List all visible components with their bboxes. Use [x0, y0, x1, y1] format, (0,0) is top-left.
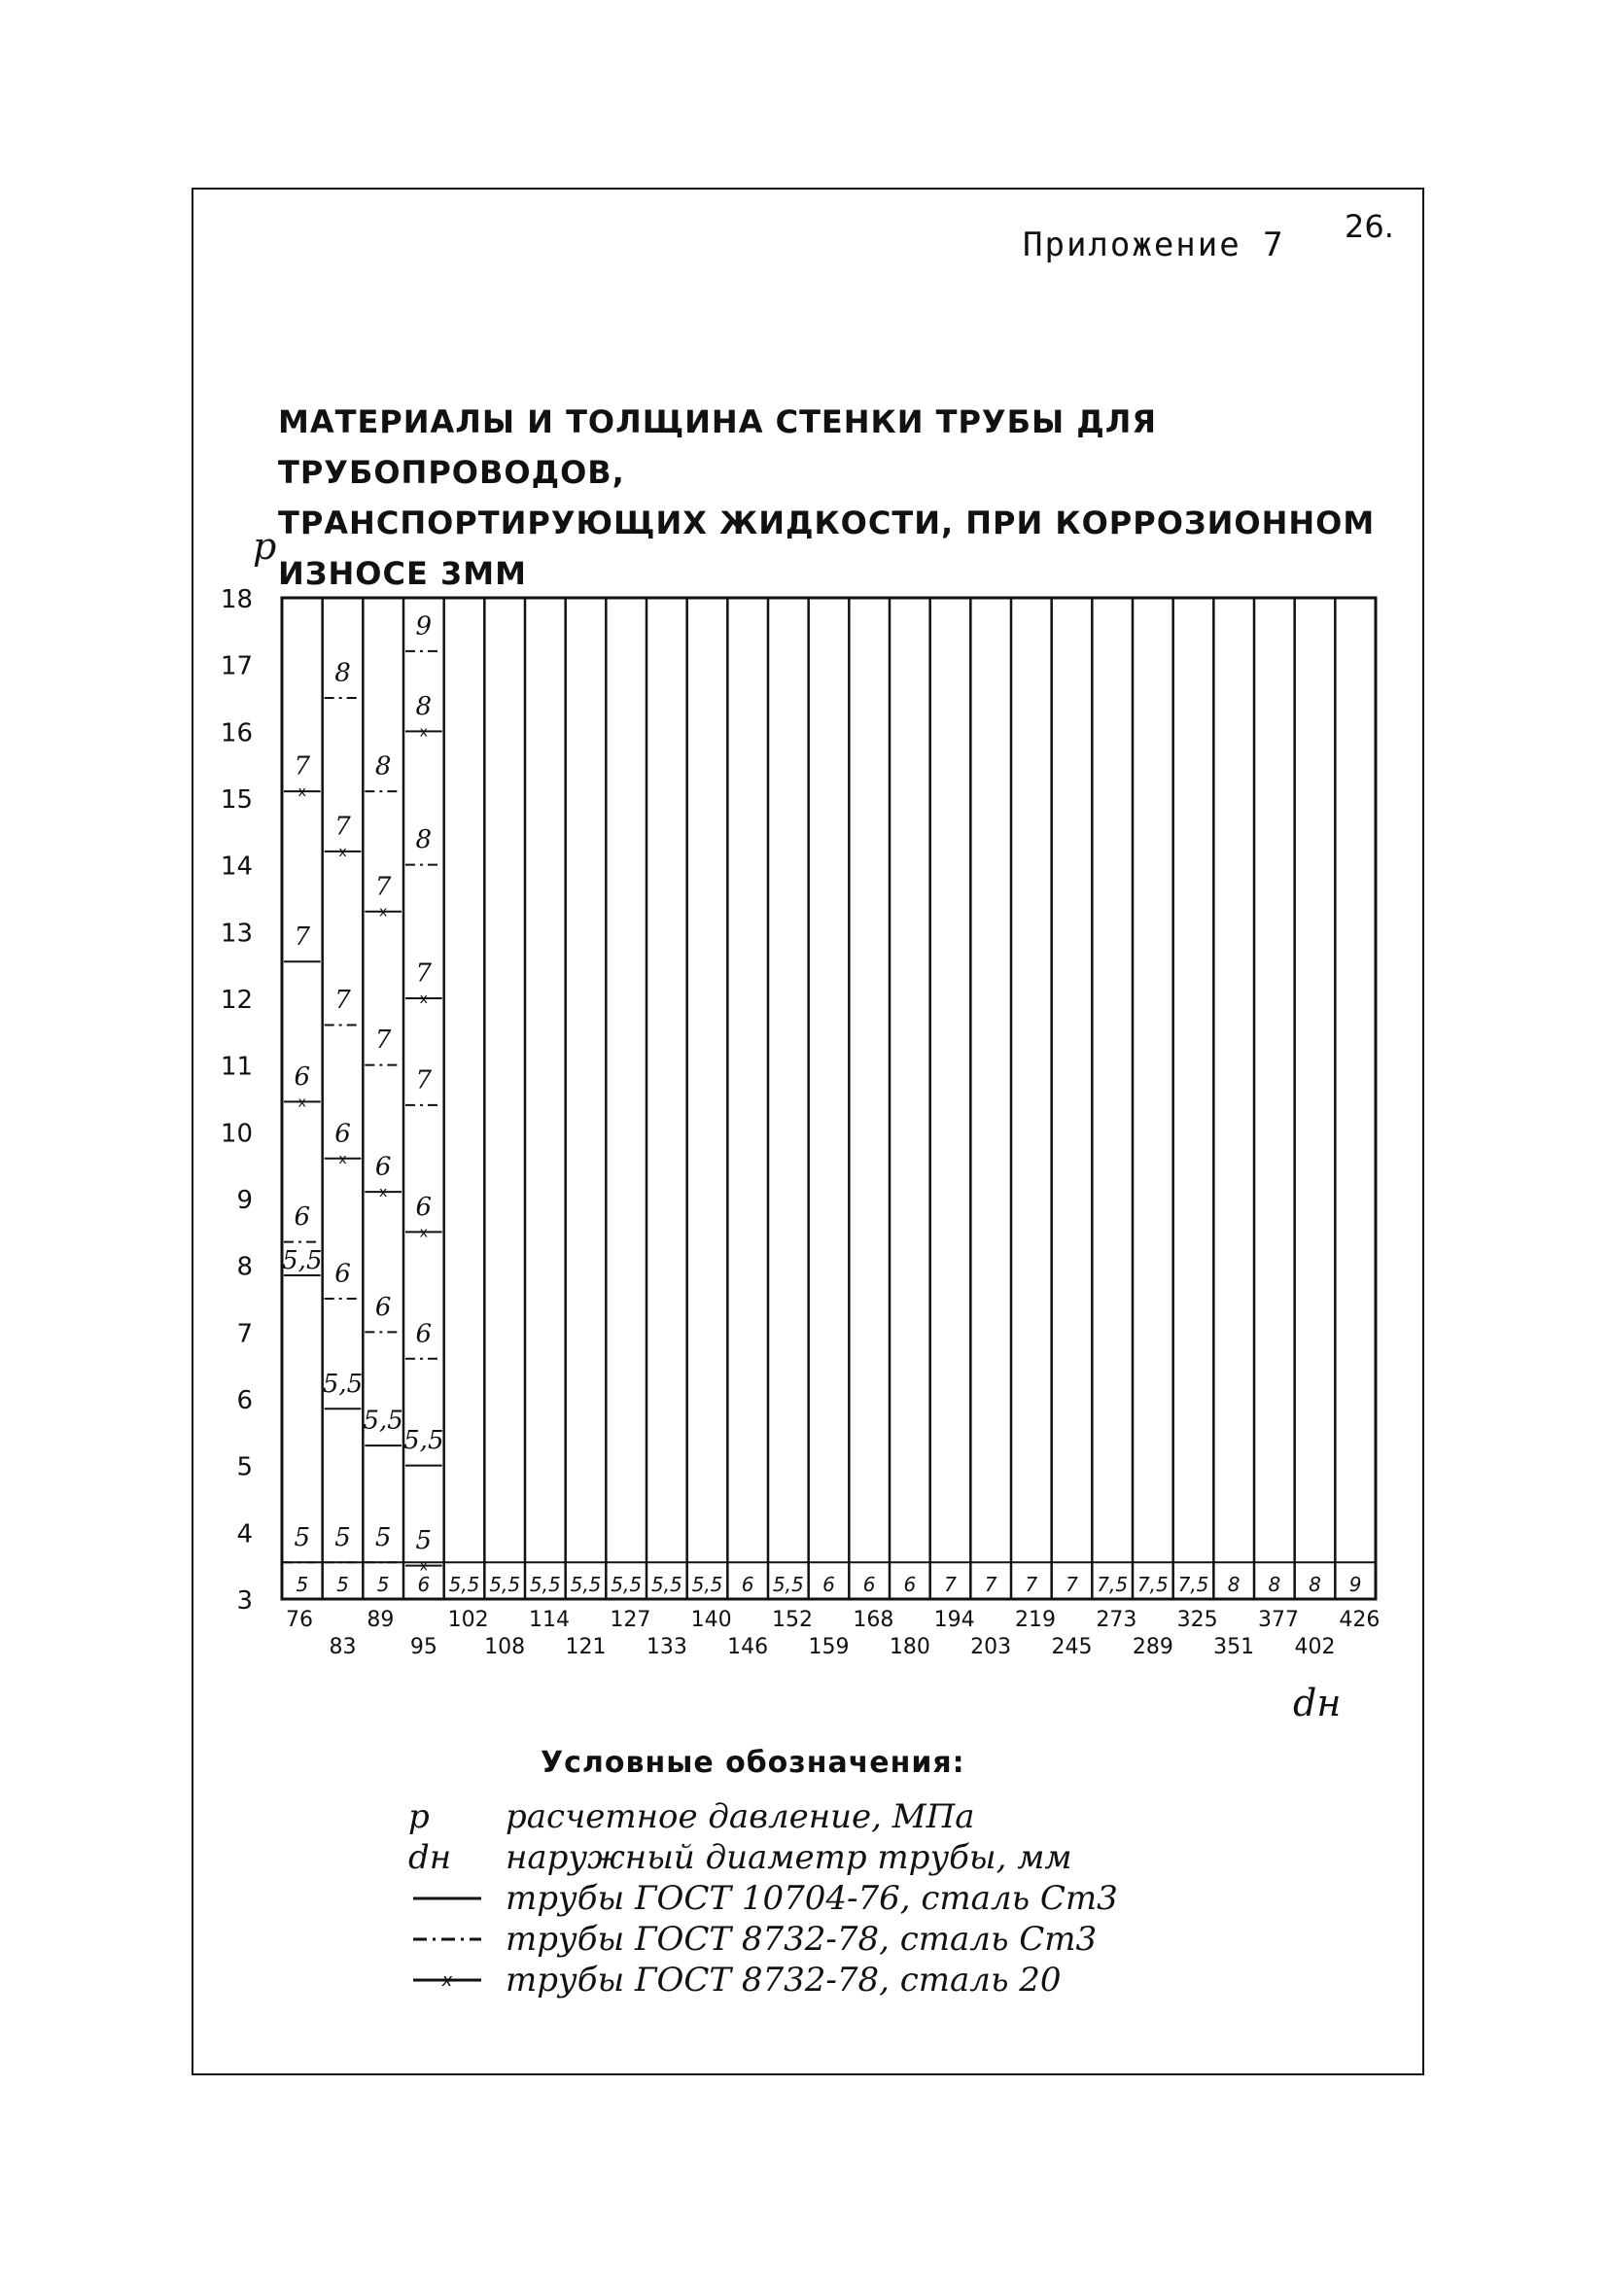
x-tick-label: 377	[1258, 1608, 1299, 1632]
legend-line-x-icon	[408, 1970, 506, 1990]
x-tick-label: 95	[409, 1635, 437, 1659]
bottom-row-value: 5,5	[489, 1573, 521, 1596]
segment-label: 8	[415, 825, 433, 855]
segment-label: 7	[415, 958, 433, 989]
segment-label: 5,5	[282, 1245, 323, 1275]
bottom-row-value: 6	[822, 1573, 835, 1596]
bottom-row-value: 7	[984, 1573, 997, 1596]
segment-label: 5	[294, 1522, 311, 1552]
segment-x-mark: x	[379, 904, 388, 921]
x-tick-label: 127	[610, 1608, 651, 1632]
segment-x-mark: x	[419, 991, 428, 1007]
y-tick-label: 12	[220, 986, 253, 1015]
x-axis-label: dн	[1293, 1682, 1342, 1724]
x-tick-label: 108	[484, 1635, 526, 1659]
bottom-row-value: 9	[1348, 1573, 1362, 1596]
segment-label: 6	[374, 1292, 392, 1322]
segment-label: 5,5	[403, 1426, 444, 1456]
bottom-row-value: 7	[944, 1573, 957, 1596]
bottom-row-value: 6	[903, 1573, 917, 1596]
bottom-row-value: 5,5	[448, 1573, 480, 1596]
segment-label: 6	[374, 1152, 392, 1182]
page-number: 26.	[1345, 208, 1394, 245]
legend-line-dashdot-icon	[408, 1930, 506, 1949]
x-tick-label: 133	[646, 1635, 687, 1659]
x-tick-label: 89	[367, 1608, 395, 1632]
legend-line-solid-icon	[408, 1889, 506, 1908]
legend-text-p: расчетное давление, МПа	[506, 1797, 975, 1836]
x-tick-label: 102	[447, 1608, 489, 1632]
y-tick-label: 6	[236, 1386, 253, 1415]
bottom-row-value: 7	[1025, 1573, 1038, 1596]
legend	[408, 1796, 1118, 2000]
bottom-row-value: 5,5	[529, 1573, 561, 1596]
segment-label: 5	[374, 1522, 392, 1552]
x-tick-label: 351	[1213, 1635, 1255, 1659]
segment-label: 7	[374, 1026, 392, 1056]
x-tick-label: 140	[690, 1608, 732, 1632]
bottom-row-value: 6	[417, 1573, 431, 1596]
bottom-row-value: 7,5	[1097, 1573, 1129, 1596]
segment-label: 5	[415, 1526, 433, 1556]
bottom-row-value: 7,5	[1136, 1573, 1169, 1596]
y-tick-label: 16	[220, 718, 253, 748]
y-tick-label: 3	[236, 1586, 253, 1616]
y-tick-label: 11	[220, 1052, 253, 1082]
segment-label: 8	[374, 751, 392, 782]
x-tick-label: 194	[933, 1608, 975, 1632]
y-tick-label: 17	[220, 651, 253, 681]
segment-label: 6	[334, 1259, 351, 1289]
segment-label: 7	[415, 1065, 433, 1096]
legend-item-x	[408, 1960, 1118, 2000]
x-tick-label: 159	[808, 1635, 850, 1659]
y-tick-label: 15	[220, 785, 253, 815]
segment-label: 5	[334, 1522, 351, 1552]
bottom-row-value: 7	[1066, 1573, 1078, 1596]
segment-x-mark: x	[297, 1095, 306, 1111]
bottom-row-value: 5,5	[691, 1573, 723, 1596]
legend-item-dn	[408, 1837, 1118, 1878]
x-tick-label: 402	[1294, 1635, 1336, 1659]
bottom-row-value: 5,5	[611, 1573, 643, 1596]
y-tick-label: 7	[236, 1319, 253, 1349]
x-tick-label: 76	[286, 1608, 313, 1632]
x-tick-label: 180	[889, 1635, 930, 1659]
bottom-row-value: 7,5	[1177, 1573, 1209, 1596]
y-tick-label: 4	[236, 1519, 253, 1549]
segment-x-mark: x	[297, 784, 306, 801]
bottom-row-value: 5	[376, 1573, 390, 1596]
segment-label: 7	[334, 986, 351, 1015]
x-tick-label: 325	[1176, 1608, 1218, 1632]
x-tick-label: 152	[772, 1608, 813, 1632]
x-tick-label: 83	[329, 1635, 357, 1659]
chart-title: МАТЕРИАЛЫ И ТОЛЩИНА СТЕНКИ ТРУБЫ ДЛЯ ТРУБОПРОВОДОВ, ТРАНСПОРТИРУЮЩИХ ЖИДКОСТИ, ПРИ КОРРОЗИОННОМ ИЗНОСЕ 3ММ	[278, 403, 1376, 592]
x-tick-label: 114	[529, 1608, 570, 1632]
y-tick-label: 5	[236, 1452, 253, 1482]
segment-label: 8	[415, 691, 433, 721]
bottom-row-value: 8	[1268, 1573, 1281, 1596]
segment-label: 7	[334, 812, 351, 842]
appendix-label: Приложение 7	[1023, 226, 1285, 264]
bottom-row-value: 5,5	[570, 1573, 602, 1596]
legend-item-solid	[408, 1878, 1118, 1919]
x-tick-label: 146	[727, 1635, 769, 1659]
x-tick-label: 203	[970, 1635, 1012, 1659]
legend-text-dashdot: трубы ГОСТ 8732-78, сталь Ст3	[506, 1920, 1098, 1959]
y-tick-label: 13	[220, 919, 253, 949]
y-axis-label: p	[253, 525, 277, 568]
segment-label: 8	[334, 658, 351, 688]
segment-label: 6	[294, 1202, 311, 1233]
legend-text-solid: трубы ГОСТ 10704-76, сталь Ст3	[506, 1879, 1118, 1918]
segment-x-mark: x	[419, 1225, 428, 1241]
segment-label: 6	[415, 1319, 433, 1349]
segment-x-mark: x	[419, 724, 428, 741]
y-tick-label: 8	[236, 1252, 253, 1282]
segment-x-mark: x	[338, 1151, 347, 1167]
segment-x-mark: x	[338, 844, 347, 860]
segment-label: 7	[294, 922, 311, 952]
x-tick-label: 168	[853, 1608, 894, 1632]
segment-label: 6	[334, 1119, 351, 1149]
x-tick-label: 289	[1132, 1635, 1173, 1659]
segment-label: 6	[294, 1061, 311, 1092]
segment-label: 9	[415, 611, 433, 642]
legend-text-dn: наружный диаметр трубы, мм	[506, 1838, 1072, 1877]
segment-label: 5,5	[363, 1406, 403, 1436]
bottom-row-value: 5,5	[772, 1573, 804, 1596]
legend-item-p	[408, 1796, 1118, 1837]
y-tick-label: 9	[236, 1186, 253, 1215]
bottom-row-value: 6	[862, 1573, 876, 1596]
y-tick-label: 14	[220, 852, 253, 882]
svg-text:x: x	[441, 1970, 453, 1990]
legend-text-x: трубы ГОСТ 8732-78, сталь 20	[506, 1961, 1062, 2000]
x-tick-label: 245	[1051, 1635, 1093, 1659]
bottom-row-value: 5	[336, 1573, 349, 1596]
bottom-row-value: 5,5	[650, 1573, 682, 1596]
bottom-row-value: 8	[1309, 1573, 1321, 1596]
x-tick-label: 426	[1339, 1608, 1381, 1632]
segment-label: 7	[294, 751, 311, 782]
y-tick-label: 18	[220, 585, 253, 614]
x-tick-label: 273	[1096, 1608, 1137, 1632]
legend-symbol-dn: dн	[408, 1838, 452, 1877]
plot-area	[282, 598, 1376, 1599]
x-tick-label: 219	[1015, 1608, 1056, 1632]
segment-label: 7	[374, 872, 392, 902]
bottom-row-value: 8	[1227, 1573, 1241, 1596]
legend-title: Условные обозначения:	[541, 1746, 965, 1780]
y-tick-label: 10	[220, 1119, 253, 1149]
legend-item-dashdot	[408, 1919, 1118, 1960]
bottom-row-value: 6	[741, 1573, 754, 1596]
segment-label: 5,5	[322, 1369, 364, 1399]
segment-x-mark: x	[379, 1185, 388, 1201]
segment-label: 6	[415, 1192, 433, 1222]
x-tick-label: 121	[565, 1635, 607, 1659]
legend-symbol-p: p	[408, 1797, 430, 1836]
bottom-row-value: 5	[296, 1573, 309, 1596]
segment-x-mark: x	[419, 1558, 428, 1575]
